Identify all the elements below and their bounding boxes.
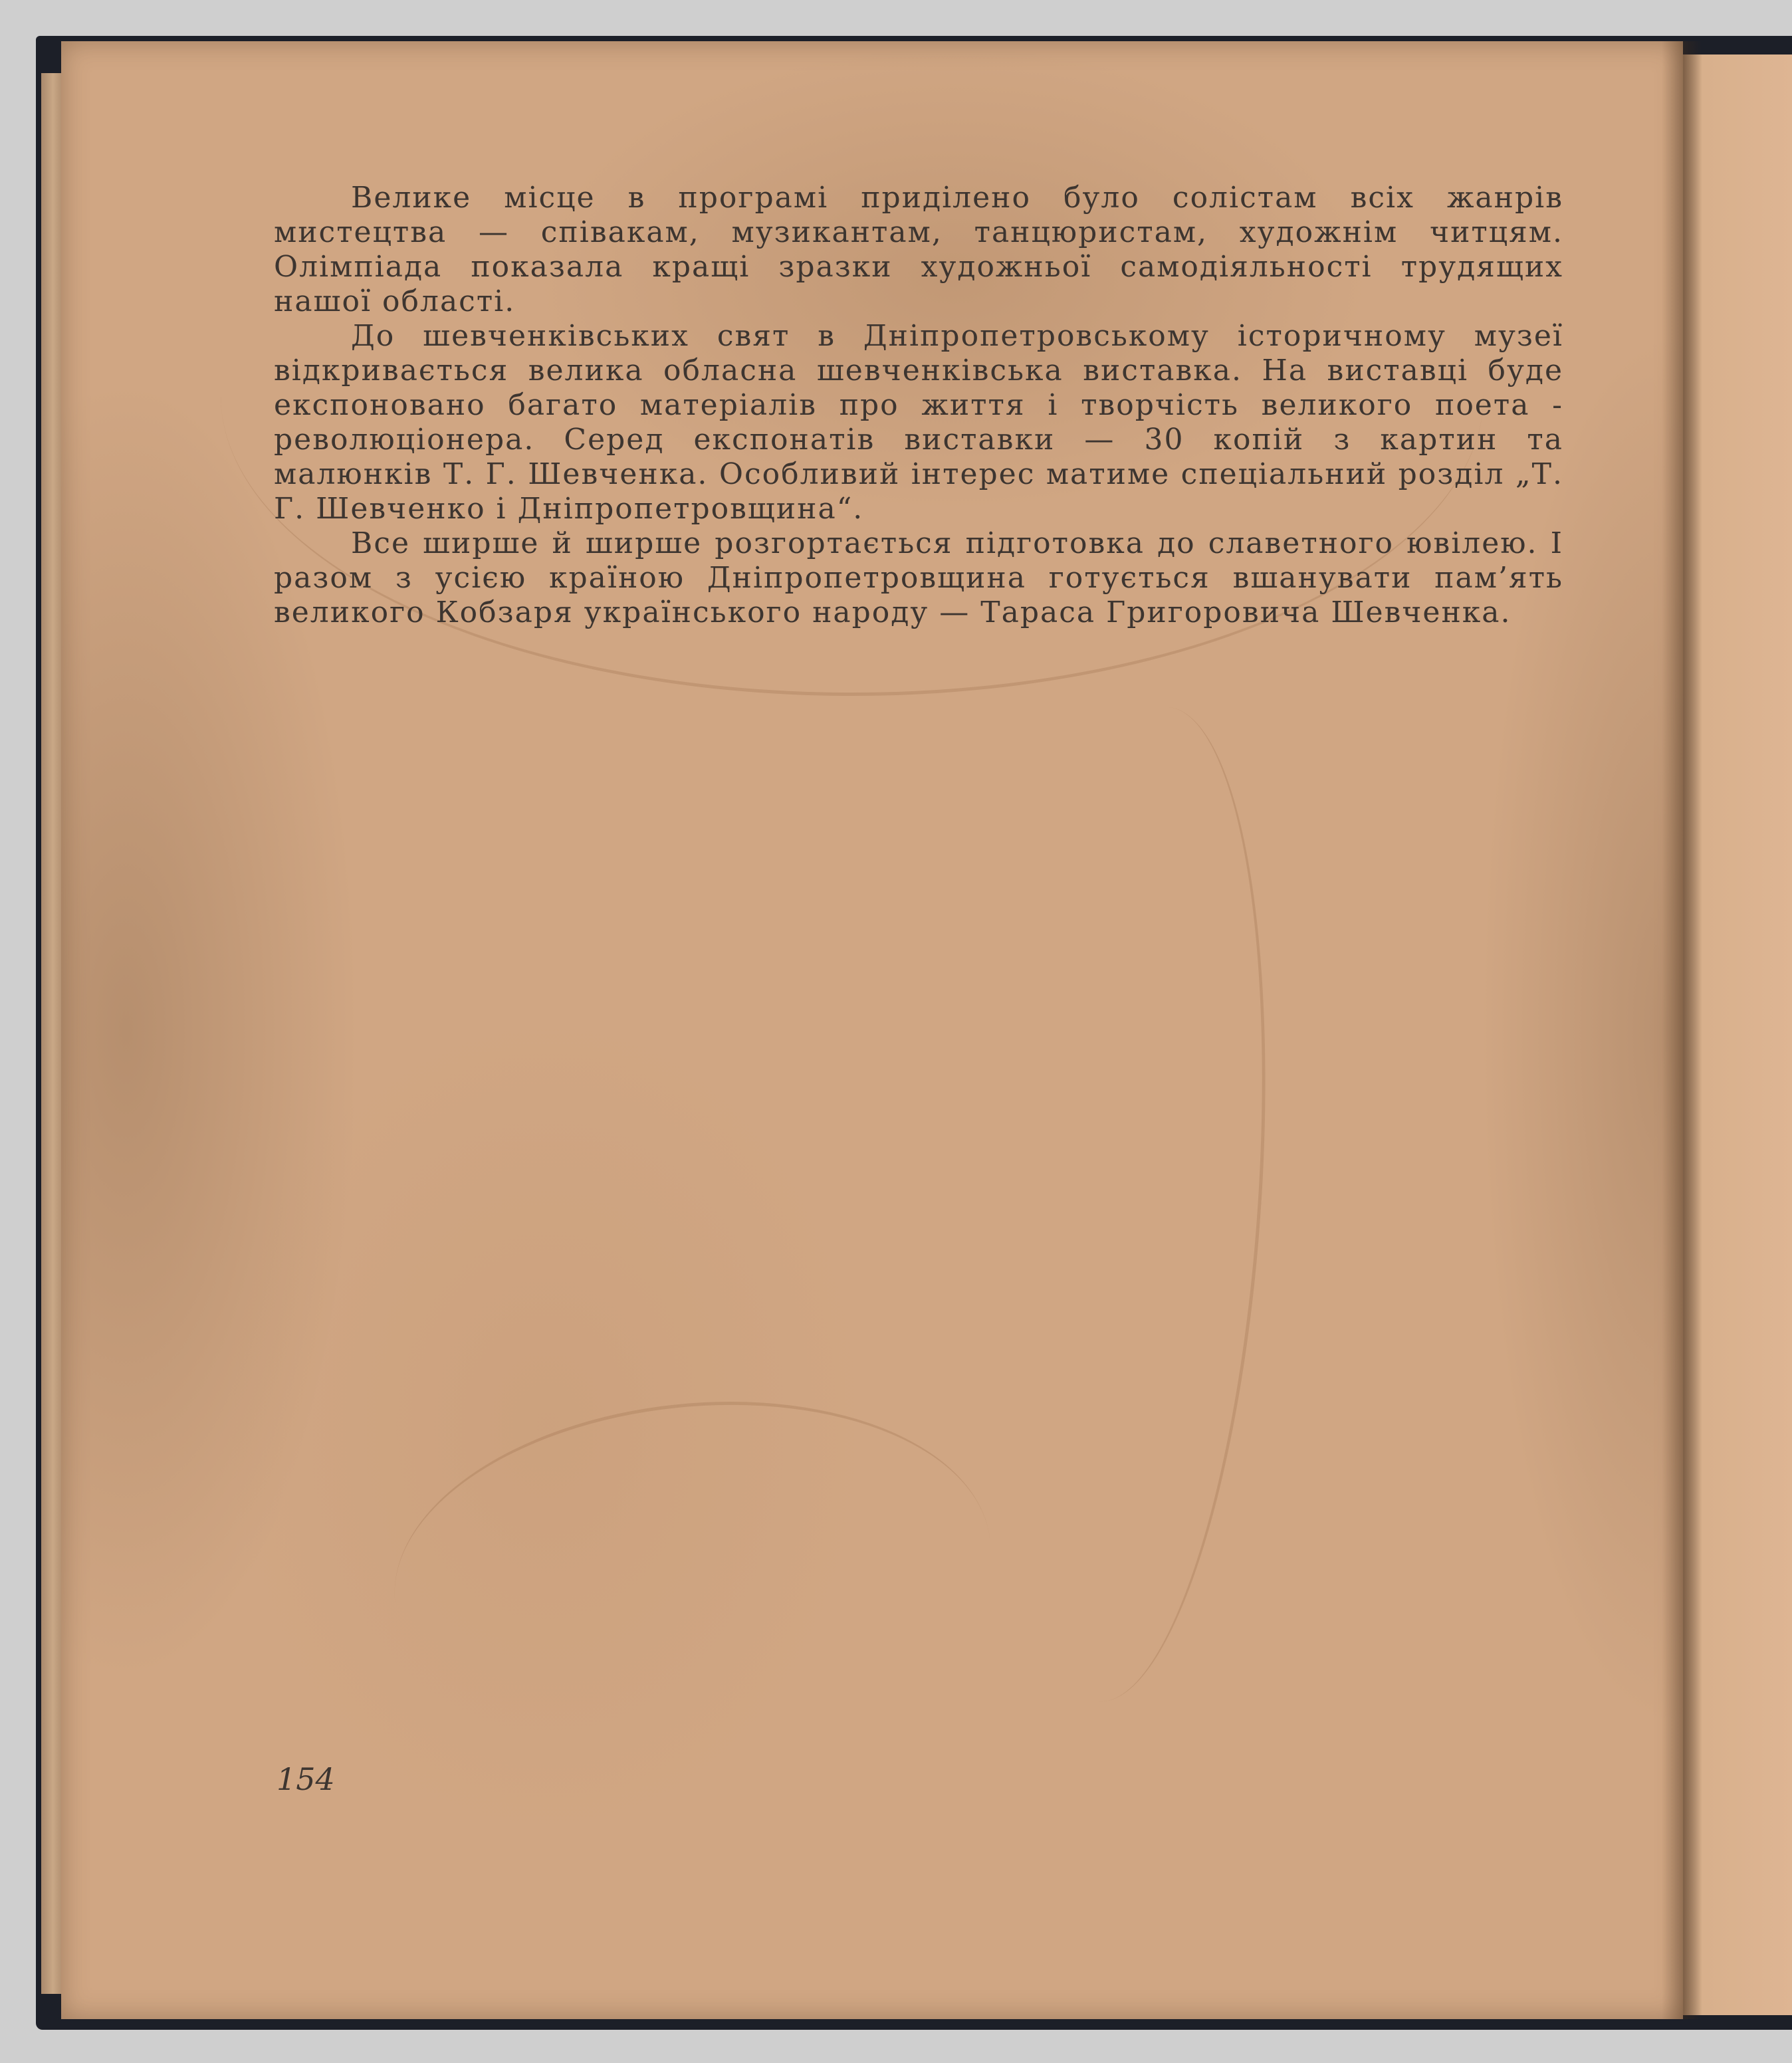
paragraph: До шевченківських свят в Дніпропетровському історичному музеї відкривається велика обласна шевченківська виставка. На виставці буде експоновано багато матеріалів про життя і творчість великого поета - революціонера. Серед експонатів виставки — 30 копій з картин та малюнків Т. Г. Шевченка. Особливий інтерес матиме спеціальний розділ „Т. Г. Шевченко і Дніпропетровщина“.: [274, 319, 1563, 526]
page-text: [274, 181, 1563, 630]
page-number: 154: [277, 1761, 335, 1797]
paragraph: Велике місце в програмі приділено було солістам всіх жанрів мистецтва — співакам, музикантам, танцюристам, художнім читцям. Олімпіада показала кращі зразки художньої самодіяльності трудящих нашої області.: [274, 181, 1563, 318]
water-stain: [970, 698, 1295, 1710]
book-gutter: [1662, 41, 1702, 2019]
water-stain: [378, 1373, 1008, 1769]
paragraph: Все ширше й ширше розгортається підготовка до славетного ювілею. І разом з усією країною Дніпропетровщина готується вшанувати пам’ять великого Кобзаря українського народу — Тараса Григоровича Шевченка.: [274, 526, 1563, 629]
